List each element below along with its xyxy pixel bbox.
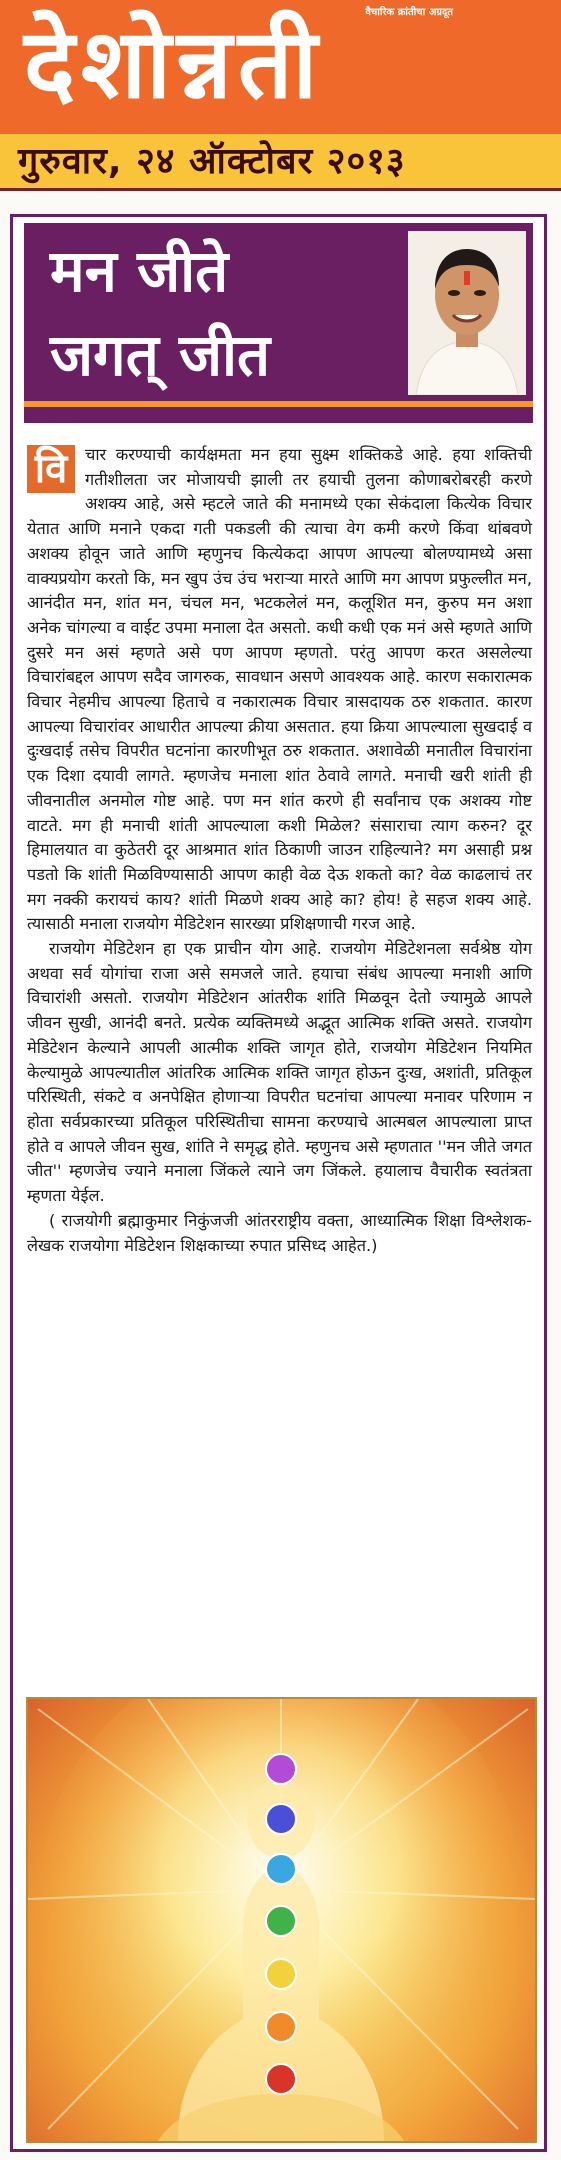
chakra-illustration — [26, 1697, 537, 2143]
article-title-line2: जगत् जीत — [50, 321, 271, 389]
article-title-band — [24, 223, 533, 423]
dateline-band — [0, 134, 561, 191]
author-portrait — [408, 231, 526, 395]
title-underline-rule — [24, 401, 533, 407]
meditating-figure-chakras — [28, 1699, 535, 2141]
masthead-tagline: वैचारिक क्रांतीचा अग्रदूत — [365, 7, 453, 18]
article-paragraph-2: राजयोग मेडिटेशन हा एक प्राचीन योग आहे. राजयोग मेडिटेशनला सर्वश्रेष्ठ योग अथवा सर्व योगांचा राजा असे समजले जाते. हयाचा संबंध आपल्या मनाशी आणि विचारांशी असतो. राजयोग मेडिटेशन आंतरीक शांति मिळवून देतो ज्यामुळे आपले जीवन सुखी, आनंदी बनते. प्रत्येक व्यक्तिमध्ये अद्भूत आत्मिक शक्ति असते. राजयोग मेडिटेशन केल्याने आपली आत्मीक शक्ति जागृत होते, राजयोग मेडिटेशन नियमित केल्यामुळे आपल्यातील आंतरिक आत्मिक शक्ति जागृत होऊन दुःख, अशांती, प्रतिकूल परिस्थिती, संकटे व अनपेक्षित होणाऱ्या विपरीत घटनांचा आपल्या मनावर परिणाम न होता सर्वप्रकारच्या प्रतिकूल परिस्थितीचा सामना करण्याचे आत्मबल आपल्याला प्राप्त होते व आपले जीवन सुख, शांति ने समृद्ध होते. म्हणुनच असे म्हणतात ''मन जीते जगत जीत'' म्हणजेच ज्याने मनाला जिंकले त्याने जग जिंकले. हयालाच वैचारीक स्वतंत्रता म्हणता येईल. — [27, 939, 532, 1206]
masthead — [0, 0, 561, 134]
paper-name-logo: देशोन्नती — [24, 8, 324, 120]
article-body — [27, 443, 532, 1258]
article-frame — [10, 214, 547, 2152]
issue-date: गुरुवार, २४ ऑक्टोबर २०१३ — [18, 141, 406, 182]
drop-cap: वि — [27, 445, 75, 493]
paragraph-1-text: चार करण्याची कार्यक्षमता मन हया सुक्ष्म शक्तिकडे आहे. हया शक्तिची गतीशीलता जर मोजायची झाली तर हयाची तुलना कोणाबरोबरही करणे अशक्य आहे, असे म्हटले जाते की मनामध्ये एका सेकंदाला कित्येक विचार येतात आणि मनाने एकदा गती पकडली की त्याचा वेग कमी करणे किंवा थांबवणे अशक्य होवून जाते आणि म्हणुनच कित्येकदा आपण आपल्या बोलण्यामध्ये असा वाक्यप्रयोग करतो कि, मन खुप उंच उंच भराऱ्या मारते आणि मग आपण प्रफुल्लीत मन, आनंदीत मन, शांत मन, चंचल मन, भटकलेलं मन, कलूशित मन, कुरुप मन अशा अनेक चांगल्या व वाईट उपमा मनाला देत असतो. कधी कधी एक मनं असे म्हणते आणि दुसरे मन असं म्हणते असे पण आपण म्हणतो. परंतु आपण करत असलेल्या विचारांबद्दल आपण सदैव जागरुक, सावधान असणे आवश्यक आहे. कारण सकारात्मक विचार नेहमीच आपल्या हिताचे व नकारात्मक विचार त्रासदायक ठरु शकतात. कारण आपल्या विचारांवर आधारीत आपल्या क्रीया असतात. हया क्रिया आपल्याला सुखदाई व दुःखदाई तसेच विपरीत घटनांना कारणीभूत ठरु शकतात. अशावेळी मनातील विचारांना एक दिशा दयावी लागते. म्हणजेच मनाला शांत ठेवावे लागते. मनाची खरी शांती ही जीवनातील अनमोल गोष्ट आहे. पण मन शांत करणे ही सर्वांनाच एक अशक्य गोष्ट वाटते. मग ही मनाची शांती आपल्याला कशी मिळेल? संसाराचा त्याग करुन? दूर हिमालयात वा कुठेतरी दूर आश्रमात शांत ठिकाणी जाउन राहिल्याने? मग असाही प्रश्न पडतो कि शांती मिळविण्यासाठी आपण काही वेळ देऊ शकतो का? वेळ काढलाचं तर मग नक्की करायचं काय? शांती मिळणे शक्य आहे का? होय! हे सहज शक्य आहे. त्यासाठी मनाला राजयोग मेडिटेशन सारख्या प्रशिक्षणाची गरज आहे. — [27, 445, 532, 934]
author-portrait-drawing — [408, 231, 526, 395]
article-paragraph-3: ( राजयोगी ब्रह्माकुमार निकुंजजी आंतरराष्ट्रीय वक्ता, आध्यात्मिक शिक्षा विश्लेशक-लेखक राजयोगा मेडिटेशन शिक्षकाच्या रुपात प्रसिध्द आहेत.) — [27, 1210, 532, 1255]
article-paragraph-1 — [27, 443, 532, 937]
article-title-line1: मन जीते — [50, 237, 229, 305]
